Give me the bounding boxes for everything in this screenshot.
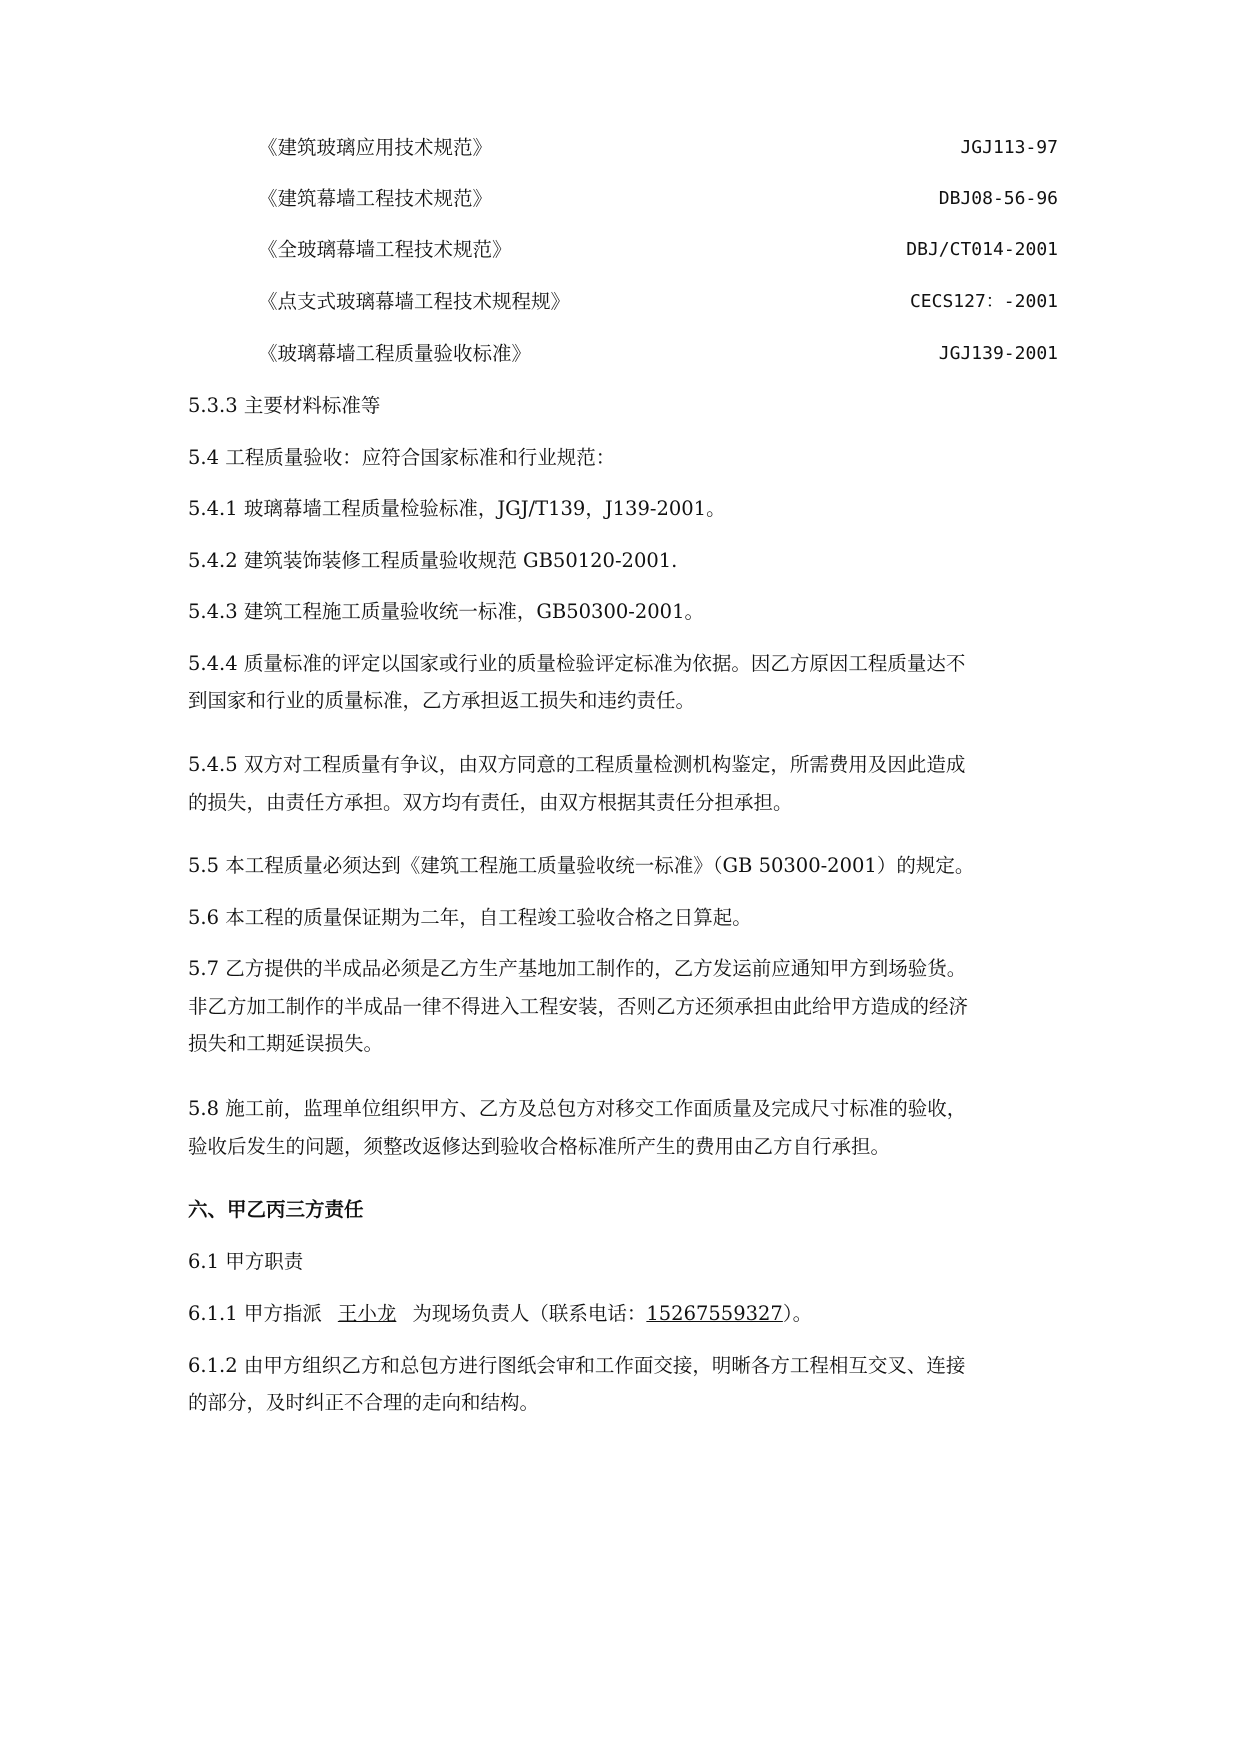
paragraph-6-1-2-line-1: 6.1.2 由甲方组织乙方和总包方进行图纸会审和工作面交接，明晰各方工程相互交叉、连接 <box>188 1354 966 1377</box>
standard-title: 《建筑幕墙工程技术规范》 <box>258 187 493 210</box>
standard-row <box>258 185 1058 213</box>
paragraph-5-4-3: 5.4.3 建筑工程施工质量验收统一标准，GB50300-2001。 <box>188 600 704 623</box>
standard-code: DBJ/CT014-2001 <box>906 239 1058 260</box>
paragraph-5-7-line-1: 5.7 乙方提供的半成品必须是乙方生产基地加工制作的，乙方发运前应通知甲方到场验货。 <box>188 957 967 980</box>
standard-code: CECS127：-2001 <box>909 291 1058 312</box>
standard-row <box>258 340 1058 368</box>
section-heading-6: 六、甲乙丙三方责任 <box>188 1198 364 1221</box>
paragraph-5-4-4-line-1: 5.4.4 质量标准的评定以国家或行业的质量检验评定标准为依据。因乙方原因工程质量达不 <box>188 652 966 675</box>
paragraph-6-1: 6.1 甲方职责 <box>188 1250 304 1273</box>
standard-row <box>258 288 1058 316</box>
paragraph-5-8-line-1: 5.8 施工前，监理单位组织甲方、乙方及总包方对移交工作面质量及完成尺寸标准的验收， <box>188 1097 967 1120</box>
paragraph-5-4-1: 5.4.1 玻璃幕墙工程质量检验标准，JGJ/T139，J139-2001。 <box>188 497 726 520</box>
paragraph-5-4-2: 5.4.2 建筑装饰装修工程质量验收规范 GB50120-2001. <box>188 549 678 572</box>
site-manager-name: 王小龙 <box>337 1302 397 1325</box>
paragraph-6-1-1 <box>188 1300 1058 1328</box>
paragraph-5-3-3: 5.3.3 主要材料标准等 <box>188 394 381 417</box>
paragraph-5-8-line-2: 验收后发生的问题，须整改返修达到验收合格标准所产生的费用由乙方自行承担。 <box>188 1135 891 1158</box>
paragraph-6-1-2-line-2: 的部分，及时纠正不合理的走向和结构。 <box>188 1391 540 1414</box>
standard-code: JGJ139-2001 <box>938 343 1058 364</box>
paragraph-6-1-1-suffix: ）。 <box>782 1302 813 1325</box>
standard-title: 《全玻璃幕墙工程技术规范》 <box>258 238 512 261</box>
standard-title: 《玻璃幕墙工程质量验收标准》 <box>258 342 532 365</box>
paragraph-5-7-line-3: 损失和工期延误损失。 <box>188 1032 384 1055</box>
paragraph-5-4-4-line-2: 到国家和行业的质量标准，乙方承担返工损失和违约责任。 <box>188 689 696 712</box>
standard-row <box>258 134 1058 162</box>
standard-title: 《点支式玻璃幕墙工程技术规程规》 <box>258 290 571 313</box>
standard-row <box>258 236 1058 264</box>
paragraph-6-1-1-mid: 为现场负责人（联系电话： <box>412 1302 647 1325</box>
standard-title: 《建筑玻璃应用技术规范》 <box>258 136 493 159</box>
paragraph-5-4-5-line-1: 5.4.5 双方对工程质量有争议，由双方同意的工程质量检测机构鉴定，所需费用及因此造成 <box>188 753 966 776</box>
paragraph-5-4: 5.4 工程质量验收：应符合国家标准和行业规范： <box>188 446 616 469</box>
paragraph-5-7-line-2: 非乙方加工制作的半成品一律不得进入工程安装，否则乙方还须承担由此给甲方造成的经济 <box>188 995 969 1018</box>
paragraph-5-6: 5.6 本工程的质量保证期为二年，自工程竣工验收合格之日算起。 <box>188 906 752 929</box>
paragraph-6-1-1-prefix: 6.1.1 甲方指派 <box>188 1302 322 1325</box>
paragraph-5-5: 5.5 本工程质量必须达到《建筑工程施工质量验收统一标准》（GB 50300-2001）的规定。 <box>188 854 975 877</box>
contact-phone: 15267559327 <box>646 1302 783 1325</box>
paragraph-5-4-5-line-2: 的损失，由责任方承担。双方均有责任，由双方根据其责任分担承担。 <box>188 791 793 814</box>
standard-code: JGJ113-97 <box>960 137 1058 158</box>
standard-code: DBJ08-56-96 <box>938 188 1058 209</box>
